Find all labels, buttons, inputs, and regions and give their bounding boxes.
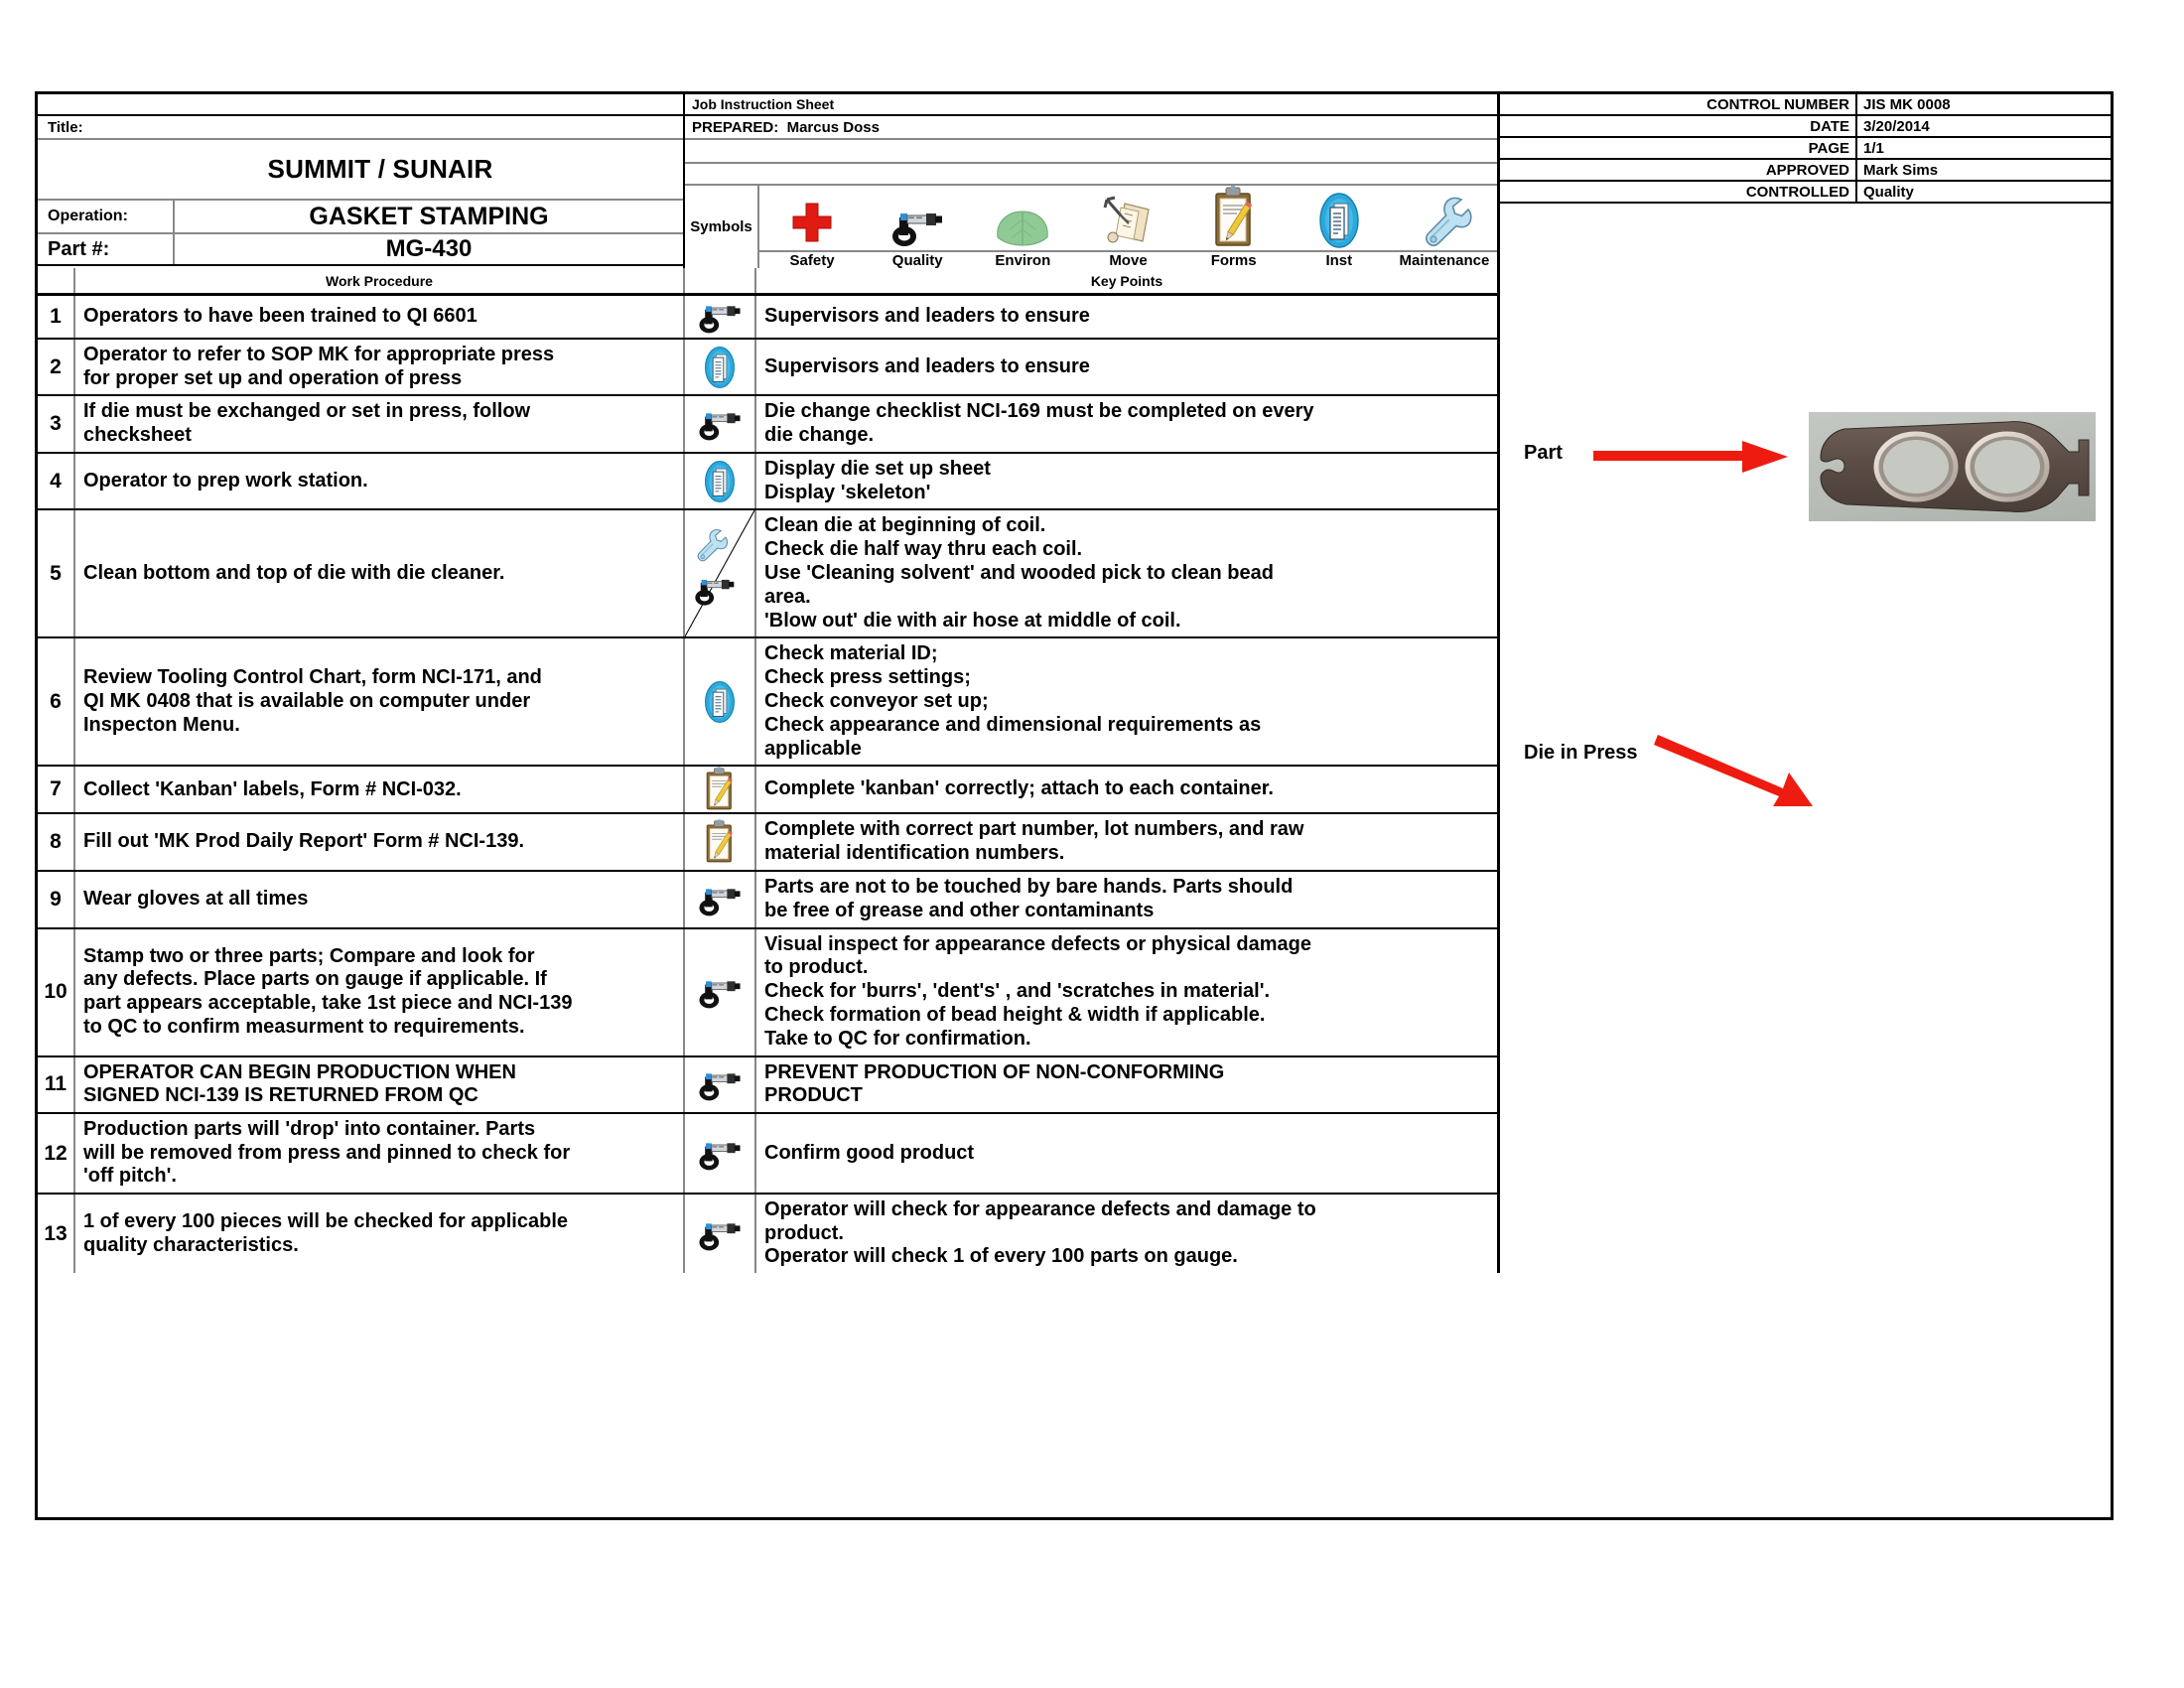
- key-points-line: Supervisors and leaders to ensure: [764, 305, 1090, 328]
- key-points-line: Check appearance and dimensional requirements as: [764, 713, 1262, 736]
- symbol-name-environ: Environ: [995, 252, 1051, 269]
- procedure-table: [38, 296, 1500, 1273]
- work-procedure-line: Production parts will 'drop' into container. Parts: [83, 1118, 536, 1141]
- symbol-cell: [685, 1057, 756, 1113]
- control-row-controlled: [1500, 182, 2114, 204]
- clipboard-pencil-icon: [703, 819, 737, 865]
- symbol-cell: [685, 1195, 756, 1273]
- key-points-line: PRODUCT: [764, 1084, 863, 1107]
- work-procedure-line: Wear gloves at all times: [83, 887, 309, 910]
- key-points-cell: [756, 872, 1497, 927]
- title-label: Title:: [38, 116, 683, 140]
- row-number: 6: [38, 638, 75, 765]
- table-row: [38, 638, 1497, 767]
- header-left-block: [38, 94, 685, 268]
- key-points-cell: [756, 454, 1497, 509]
- control-row-date: [1500, 116, 2114, 138]
- work-procedure-line: OPERATOR CAN BEGIN PRODUCTION WHEN: [83, 1060, 516, 1083]
- micrometer-icon: [697, 1065, 743, 1103]
- key-points-line: area.: [764, 585, 811, 608]
- work-procedure-cell: [75, 767, 685, 812]
- symbol-name-inst: Inst: [1325, 252, 1353, 269]
- operation-value: GASKET STAMPING: [309, 202, 549, 230]
- micrometer-icon: [697, 298, 743, 336]
- work-procedure-line: quality characteristics.: [83, 1233, 299, 1256]
- work-procedure-line: Operators to have been trained to QI 6601: [83, 305, 478, 328]
- work-procedure-line: 1 of every 100 pieces will be checked for applicable: [83, 1209, 569, 1232]
- row-number: 8: [38, 814, 75, 870]
- key-points-cell: [756, 1114, 1497, 1193]
- work-procedure-line: any defects. Place parts on gauge if applicable. If: [83, 968, 547, 991]
- work-procedure-line: will be removed from press and pinned to check for: [83, 1141, 571, 1164]
- row-number: 11: [38, 1057, 75, 1113]
- symbol-cell-maintenance: [1392, 186, 1497, 249]
- part-number-label: Part #:: [38, 234, 175, 264]
- symbol-name-maintenance: Maintenance: [1399, 252, 1490, 269]
- annotation-label-die-in-press: Die in Press: [1524, 742, 1638, 764]
- key-points-line: 'Blow out' die with air hose at middle of coil.: [764, 609, 1181, 632]
- work-procedure-line: Fill out 'MK Prod Daily Report' Form # NCI-139.: [83, 830, 525, 853]
- red-arrow-down-right: [1654, 727, 1833, 816]
- key-points-line: Operator will check 1 of every 100 parts on gauge.: [764, 1245, 1238, 1268]
- key-points-line: be free of grease and other contaminants: [764, 899, 1155, 921]
- row-number: 2: [38, 340, 75, 394]
- control-block: [1500, 94, 2114, 268]
- key-points-line: die change.: [764, 423, 875, 446]
- control-value: Mark Sims: [1863, 161, 1939, 179]
- control-row-approved: [1500, 160, 2114, 182]
- row-number: 5: [38, 510, 75, 636]
- column-header-key-points: Key Points: [1090, 272, 1163, 289]
- symbols-label: Symbols: [685, 186, 759, 268]
- table-row: [38, 929, 1497, 1057]
- work-procedure-line: QI MK 0408 that is available on computer under: [83, 690, 531, 713]
- symbols-icon-row: [759, 186, 1497, 252]
- control-value: JIS MK 0008: [1863, 95, 1951, 113]
- micrometer-icon: [697, 1135, 743, 1173]
- symbol-cell: [685, 929, 756, 1055]
- part-number-value: MG-430: [385, 235, 473, 262]
- symbol-cell: [685, 340, 756, 394]
- prepared-name: Marcus Doss: [786, 118, 880, 136]
- symbol-name-forms: Forms: [1210, 252, 1257, 269]
- wrench-icon: [691, 526, 729, 564]
- row-number: 13: [38, 1195, 75, 1273]
- key-points-line: Operator will check for appearance defects and damage to: [764, 1197, 1316, 1220]
- key-points-cell: [756, 767, 1497, 812]
- micrometer-icon: [697, 1215, 743, 1253]
- key-points-line: Display die set up sheet: [764, 457, 991, 480]
- table-row: [38, 454, 1497, 511]
- clipboard-pencil-icon: [703, 767, 737, 812]
- work-procedure-cell: [75, 872, 685, 927]
- key-points-cell: [756, 396, 1497, 452]
- work-procedure-line: part appears acceptable, take 1st piece and NCI-139: [83, 992, 573, 1015]
- symbol-cell: [685, 872, 756, 927]
- form-title: Job Instruction Sheet: [685, 94, 1497, 116]
- symbol-cell: [685, 814, 756, 870]
- key-points-cell: [756, 1057, 1497, 1113]
- control-key: CONTROL NUMBER: [1500, 94, 1857, 114]
- row-number: 12: [38, 1114, 75, 1193]
- table-row: [38, 1057, 1497, 1115]
- control-row-control-number: [1500, 94, 2114, 116]
- table-row: [38, 767, 1497, 814]
- work-procedure-line: for proper set up and operation of press: [83, 366, 463, 389]
- symbol-cell: [685, 454, 756, 509]
- wrench-icon: [1416, 194, 1473, 249]
- work-procedure-line: checksheet: [83, 423, 192, 446]
- symbol-name-quality: Quality: [891, 252, 943, 269]
- work-procedure-line: If die must be exchanged or set in press, follow: [83, 400, 531, 423]
- symbols-grid: [759, 186, 1497, 268]
- work-procedure-cell: [75, 510, 685, 636]
- key-points-line: product.: [764, 1221, 844, 1244]
- red-arrow-right: [1593, 439, 1792, 475]
- micrometer-icon: [697, 405, 743, 443]
- symbol-cell-forms: [1181, 186, 1287, 249]
- key-points-line: Check die half way thru each coil.: [764, 538, 1083, 561]
- work-procedure-cell: [75, 1195, 685, 1273]
- header-middle-block: [685, 94, 1500, 268]
- table-column-headers: [38, 268, 1500, 296]
- symbol-cell-safety: [759, 186, 865, 249]
- key-points-cell: [756, 296, 1497, 338]
- annotation-label-part: Part: [1524, 442, 1563, 464]
- key-points-cell: [756, 929, 1497, 1055]
- micrometer-icon: [693, 572, 737, 608]
- column-header-number: [38, 268, 75, 293]
- work-procedure-line: Clean bottom and top of die with die cleaner.: [83, 562, 505, 585]
- symbol-name-safety: Safety: [789, 252, 835, 269]
- symbol-cell: [685, 510, 756, 636]
- row-number: 1: [38, 296, 75, 338]
- clipboard-pencil-icon: [1210, 186, 1258, 249]
- key-points-line: Complete 'kanban' correctly; attach to each container.: [764, 777, 1274, 800]
- document-frame: [35, 91, 2114, 1520]
- table-row: [38, 1195, 1497, 1273]
- control-key: DATE: [1500, 116, 1857, 136]
- blue-document-icon: [702, 680, 738, 724]
- dual-symbol-wrapper: [685, 510, 754, 636]
- row-number: 10: [38, 929, 75, 1055]
- work-procedure-line: Operator to refer to SOP MK for appropriate press: [83, 344, 555, 365]
- key-points-line: PREVENT PRODUCTION OF NON-CONFORMING: [764, 1060, 1225, 1083]
- control-key: APPROVED: [1500, 160, 1857, 180]
- key-points-line: Check material ID;: [764, 642, 938, 665]
- table-row: [38, 872, 1497, 929]
- header-spacer-row: [38, 94, 683, 116]
- work-procedure-cell: [75, 929, 685, 1055]
- key-points-line: Complete with correct part number, lot numbers, and raw: [764, 818, 1304, 841]
- work-procedure-line: Stamp two or three parts; Compare and look for: [83, 944, 535, 967]
- work-procedure-line: 'off pitch'.: [83, 1165, 177, 1188]
- row-number: 3: [38, 396, 75, 452]
- table-row: [38, 296, 1497, 340]
- hand-truck-icon: [1099, 194, 1157, 249]
- work-procedure-cell: [75, 638, 685, 765]
- column-header-symbol: [685, 268, 756, 293]
- key-points-line: applicable: [764, 737, 862, 760]
- key-points-cell: [756, 340, 1497, 394]
- symbol-cell-inst: [1287, 186, 1392, 249]
- symbol-cell-move: [1075, 186, 1180, 249]
- control-key: PAGE: [1500, 138, 1857, 158]
- prepared-by-row: [685, 116, 1497, 140]
- table-row: [38, 814, 1497, 872]
- key-points-line: Visual inspect for appearance defects or physical damage: [764, 932, 1311, 955]
- control-key: CONTROLLED: [1500, 182, 1857, 202]
- key-points-line: to product.: [764, 956, 869, 979]
- operation-label: Operation:: [38, 201, 175, 232]
- symbols-legend: [685, 186, 1497, 268]
- work-procedure-line: SIGNED NCI-139 IS RETURNED FROM QC: [83, 1084, 478, 1107]
- row-number: 4: [38, 454, 75, 509]
- work-procedure-cell: [75, 396, 685, 452]
- key-points-cell: [756, 814, 1497, 870]
- blue-document-icon: [702, 346, 738, 389]
- symbol-name-move: Move: [1109, 252, 1148, 269]
- work-procedure-cell: [75, 454, 685, 509]
- control-value: Quality: [1863, 183, 1914, 201]
- document-header: [38, 94, 2111, 268]
- key-points-line: Check formation of bead height & width if applicable.: [764, 1003, 1266, 1026]
- table-row: [38, 510, 1497, 638]
- table-row: [38, 396, 1497, 454]
- row-number: 7: [38, 767, 75, 812]
- micrometer-icon: [697, 881, 743, 918]
- key-points-cell: [756, 638, 1497, 765]
- work-procedure-line: Operator to prep work station.: [83, 469, 368, 492]
- work-procedure-line: Collect 'Kanban' labels, Form # NCI-032.: [83, 777, 462, 800]
- symbol-cell: [685, 396, 756, 452]
- work-procedure-line: Review Tooling Control Chart, form NCI-171, and: [83, 666, 542, 689]
- key-points-line: Check conveyor set up;: [764, 689, 989, 712]
- gasket-part-image: [1809, 412, 2096, 521]
- key-points-line: Take to QC for confirmation.: [764, 1027, 1031, 1050]
- key-points-line: Die change checklist NCI-169 must be completed on every: [764, 400, 1314, 423]
- header-empty-row-2: [685, 164, 1497, 186]
- blue-document-icon: [1318, 192, 1360, 249]
- row-number: 9: [38, 872, 75, 927]
- operation-row: [38, 201, 683, 234]
- micrometer-icon: [697, 973, 743, 1011]
- prepared-label: PREPARED:: [692, 118, 779, 136]
- work-procedure-cell: [75, 814, 685, 870]
- symbol-cell: [685, 296, 756, 338]
- symbol-cell-quality: [865, 186, 970, 249]
- symbol-cell-environ: [970, 186, 1075, 249]
- header-empty-row-1: [685, 140, 1497, 164]
- work-procedure-cell: [75, 340, 685, 394]
- key-points-line: Display 'skeleton': [764, 481, 931, 503]
- illustration-pane: [1500, 268, 2114, 1517]
- part-photo: [1809, 412, 2096, 521]
- work-procedure-cell: [75, 1057, 685, 1113]
- key-points-line: Parts are not to be touched by bare hands. Parts should: [764, 875, 1294, 898]
- key-points-line: Supervisors and leaders to ensure: [764, 354, 1090, 377]
- key-points-line: material identification numbers.: [764, 842, 1065, 865]
- micrometer-icon: [889, 204, 945, 249]
- key-points-cell: [756, 1195, 1497, 1273]
- column-header-work-procedure: Work Procedure: [75, 268, 685, 293]
- green-leaf-icon: [994, 204, 1051, 249]
- key-points-line: Confirm good product: [764, 1141, 975, 1164]
- table-row: [38, 340, 1497, 396]
- symbol-cell: [685, 1114, 756, 1193]
- symbol-cell: [685, 638, 756, 765]
- red-cross-icon: [790, 202, 834, 249]
- key-points-line: Check for 'burrs', 'dent's' , and 'scratches in material'.: [764, 980, 1271, 1003]
- work-procedure-line: Inspecton Menu.: [83, 713, 240, 736]
- key-points-line: Check press settings;: [764, 666, 971, 689]
- key-points-cell: [756, 510, 1497, 636]
- key-points-line: Use 'Cleaning solvent' and wooded pick to clean bead: [764, 561, 1274, 584]
- work-procedure-cell: [75, 296, 685, 338]
- symbol-cell: [685, 767, 756, 812]
- work-procedure-cell: [75, 1114, 685, 1193]
- control-value: 1/1: [1863, 139, 1884, 157]
- control-row-page: [1500, 138, 2114, 160]
- company-name: SUMMIT / SUNAIR: [38, 140, 683, 201]
- work-procedure-line: to QC to confirm measurment to requirements.: [83, 1015, 525, 1038]
- key-points-line: Clean die at beginning of coil.: [764, 514, 1046, 537]
- table-row: [38, 1114, 1497, 1195]
- blue-document-icon: [702, 460, 738, 503]
- control-value: 3/20/2014: [1863, 117, 1930, 135]
- part-number-row: [38, 234, 683, 266]
- symbols-name-row: [759, 252, 1497, 269]
